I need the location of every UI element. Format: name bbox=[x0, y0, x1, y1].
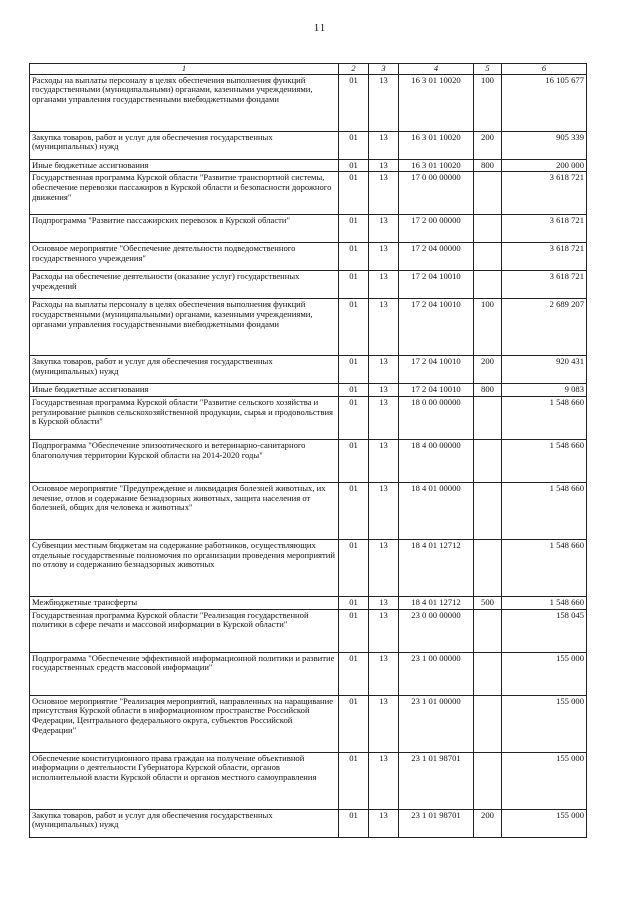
row-subsection-cell: 13 bbox=[369, 652, 399, 695]
row-name-cell: Государственная программа Курской области "Развитие транспортной системы, обеспечение перевозки пассажиров в Курской области и безопасности дорожного движения" bbox=[30, 172, 339, 215]
row-expense-type-cell bbox=[474, 695, 502, 752]
row-target-article-cell: 17 2 04 10010 bbox=[399, 384, 474, 397]
row-expense-type-cell bbox=[474, 243, 502, 271]
row-subsection-cell: 13 bbox=[369, 483, 399, 540]
row-amount-cell: 1 548 660 bbox=[502, 597, 587, 610]
table-body bbox=[30, 74, 587, 837]
table-row bbox=[30, 215, 587, 243]
row-name-cell: Закупка товаров, работ и услуг для обеспечения государственных (муниципальных) нужд bbox=[30, 356, 339, 384]
row-name-cell: Государственная программа Курской области "Реализация государственной политики в сфере печати и массовой информации в Курской области" bbox=[30, 609, 339, 652]
row-name-cell: Подпрограмма "Развитие пассажирских перевозок в Курской области" bbox=[30, 215, 339, 243]
row-subsection-cell: 13 bbox=[369, 299, 399, 356]
row-target-article-cell: 18 4 01 00000 bbox=[399, 483, 474, 540]
row-target-article-cell: 17 2 04 10010 bbox=[399, 299, 474, 356]
row-section-cell: 01 bbox=[339, 356, 369, 384]
row-amount-cell: 158 045 bbox=[502, 609, 587, 652]
row-name-cell: Государственная программа Курской области "Развитие сельского хозяйства и регулирование рынков сельскохозяйственной продукции, сырья и продовольствия в Курской области" bbox=[30, 397, 339, 440]
row-expense-type-cell: 800 bbox=[474, 384, 502, 397]
header-col-6: 6 bbox=[502, 64, 587, 75]
row-name-cell: Расходы на обеспечение деятельности (оказание услуг) государственных учреждений bbox=[30, 271, 339, 299]
row-amount-cell: 1 548 660 bbox=[502, 397, 587, 440]
table-row bbox=[30, 131, 587, 159]
table-row bbox=[30, 356, 587, 384]
row-name-cell: Иные бюджетные ассигнования bbox=[30, 159, 339, 172]
table-row bbox=[30, 74, 587, 131]
row-amount-cell: 16 105 677 bbox=[502, 74, 587, 131]
row-amount-cell: 1 548 660 bbox=[502, 483, 587, 540]
row-section-cell: 01 bbox=[339, 483, 369, 540]
table-row bbox=[30, 299, 587, 356]
row-section-cell: 01 bbox=[339, 172, 369, 215]
row-amount-cell: 905 339 bbox=[502, 131, 587, 159]
row-expense-type-cell: 200 bbox=[474, 131, 502, 159]
row-expense-type-cell bbox=[474, 172, 502, 215]
row-amount-cell: 9 083 bbox=[502, 384, 587, 397]
row-section-cell: 01 bbox=[339, 159, 369, 172]
row-name-cell: Основное мероприятие "Обеспечение деятельности подведомственного государственного учреждения" bbox=[30, 243, 339, 271]
row-subsection-cell: 13 bbox=[369, 356, 399, 384]
header-col-3: 3 bbox=[369, 64, 399, 75]
row-section-cell: 01 bbox=[339, 74, 369, 131]
row-target-article-cell: 16 3 01 10020 bbox=[399, 159, 474, 172]
row-amount-cell: 3 618 721 bbox=[502, 172, 587, 215]
table-row bbox=[30, 483, 587, 540]
row-subsection-cell: 13 bbox=[369, 215, 399, 243]
row-subsection-cell: 13 bbox=[369, 384, 399, 397]
row-expense-type-cell bbox=[474, 483, 502, 540]
table-row bbox=[30, 809, 587, 837]
row-name-cell: Основное мероприятие "Реализация мероприятий, направленных на наращивание присутствия Курской области в информационном пространстве Российской Федерации, Центрального федерального округа, субъектов Российской Федерации" bbox=[30, 695, 339, 752]
row-expense-type-cell bbox=[474, 215, 502, 243]
table-row bbox=[30, 397, 587, 440]
row-amount-cell: 2 689 207 bbox=[502, 299, 587, 356]
page-number: 11 bbox=[313, 22, 327, 34]
row-target-article-cell: 16 3 01 10020 bbox=[399, 74, 474, 131]
row-subsection-cell: 13 bbox=[369, 243, 399, 271]
row-amount-cell: 155 000 bbox=[502, 809, 587, 837]
row-section-cell: 01 bbox=[339, 384, 369, 397]
row-target-article-cell: 17 0 00 00000 bbox=[399, 172, 474, 215]
row-section-cell: 01 bbox=[339, 609, 369, 652]
row-amount-cell: 3 618 721 bbox=[502, 215, 587, 243]
row-expense-type-cell bbox=[474, 609, 502, 652]
row-subsection-cell: 13 bbox=[369, 271, 399, 299]
row-name-cell: Подпрограмма "Обеспечение эффективной информационной политики и развитие государственных средств массовой информации" bbox=[30, 652, 339, 695]
row-section-cell: 01 bbox=[339, 540, 369, 597]
row-target-article-cell: 18 4 01 12712 bbox=[399, 597, 474, 610]
row-target-article-cell: 18 4 01 12712 bbox=[399, 540, 474, 597]
row-amount-cell: 155 000 bbox=[502, 652, 587, 695]
row-target-article-cell: 17 2 00 00000 bbox=[399, 215, 474, 243]
row-target-article-cell: 23 1 00 00000 bbox=[399, 652, 474, 695]
header-col-5: 5 bbox=[474, 64, 502, 75]
table-row bbox=[30, 243, 587, 271]
header-row bbox=[30, 64, 587, 75]
row-subsection-cell: 13 bbox=[369, 131, 399, 159]
row-name-cell: Расходы на выплаты персоналу в целях обеспечения выполнения функций государственными (муниципальными) органами, казенными учреждениями, органами управления государственными внебюджетными фондами bbox=[30, 74, 339, 131]
header-col-2: 2 bbox=[339, 64, 369, 75]
row-amount-cell: 155 000 bbox=[502, 752, 587, 809]
row-amount-cell: 200 000 bbox=[502, 159, 587, 172]
table-row bbox=[30, 540, 587, 597]
row-expense-type-cell: 100 bbox=[474, 299, 502, 356]
row-name-cell: Субвенции местным бюджетам на содержание работников, осуществляющих отдельные государственные полномочия по организации проведения мероприятий по отлову и содержанию безнадзорных животных bbox=[30, 540, 339, 597]
row-subsection-cell: 13 bbox=[369, 809, 399, 837]
row-expense-type-cell bbox=[474, 540, 502, 597]
table-row bbox=[30, 652, 587, 695]
row-name-cell: Обеспечение конституционного права граждан на получение объективной информации о деятельности Губернатора Курской области, органов исполнительной власти Курской области и органов местного самоуправления bbox=[30, 752, 339, 809]
row-target-article-cell: 17 2 04 10010 bbox=[399, 271, 474, 299]
row-expense-type-cell: 100 bbox=[474, 74, 502, 131]
row-name-cell: Основное мероприятие "Предупреждение и ликвидация болезней животных, их лечение, отлов и содержание безнадзорных животных, защита населения от болезней, общих для человека и животных" bbox=[30, 483, 339, 540]
header-col-1: 1 bbox=[30, 64, 339, 75]
row-amount-cell: 3 618 721 bbox=[502, 243, 587, 271]
row-expense-type-cell: 800 bbox=[474, 159, 502, 172]
row-section-cell: 01 bbox=[339, 809, 369, 837]
row-subsection-cell: 13 bbox=[369, 397, 399, 440]
row-section-cell: 01 bbox=[339, 652, 369, 695]
table-row bbox=[30, 609, 587, 652]
row-expense-type-cell: 200 bbox=[474, 356, 502, 384]
table-row bbox=[30, 597, 587, 610]
row-section-cell: 01 bbox=[339, 299, 369, 356]
table-row bbox=[30, 440, 587, 483]
row-name-cell: Расходы на выплаты персоналу в целях обеспечения выполнения функций государственными (муниципальными) органами, казенными учреждениями, органами управления государственными внебюджетными фондами bbox=[30, 299, 339, 356]
row-target-article-cell: 17 2 04 10010 bbox=[399, 356, 474, 384]
row-target-article-cell: 16 3 01 10020 bbox=[399, 131, 474, 159]
row-section-cell: 01 bbox=[339, 243, 369, 271]
row-subsection-cell: 13 bbox=[369, 440, 399, 483]
budget-table bbox=[29, 63, 587, 838]
row-subsection-cell: 13 bbox=[369, 172, 399, 215]
row-expense-type-cell bbox=[474, 652, 502, 695]
table-row bbox=[30, 384, 587, 397]
row-amount-cell: 155 000 bbox=[502, 695, 587, 752]
header-col-4: 4 bbox=[399, 64, 474, 75]
row-expense-type-cell bbox=[474, 397, 502, 440]
row-target-article-cell: 17 2 04 00000 bbox=[399, 243, 474, 271]
row-subsection-cell: 13 bbox=[369, 597, 399, 610]
row-expense-type-cell: 200 bbox=[474, 809, 502, 837]
row-amount-cell: 920 431 bbox=[502, 356, 587, 384]
row-target-article-cell: 18 4 00 00000 bbox=[399, 440, 474, 483]
row-subsection-cell: 13 bbox=[369, 695, 399, 752]
row-target-article-cell: 23 1 01 98701 bbox=[399, 809, 474, 837]
row-amount-cell: 1 548 660 bbox=[502, 440, 587, 483]
row-section-cell: 01 bbox=[339, 440, 369, 483]
table-row bbox=[30, 159, 587, 172]
row-name-cell: Подпрограмма "Обеспечение эпизоотического и ветеринарно-санитарного благополучия территории Курской области на 2014-2020 годы" bbox=[30, 440, 339, 483]
row-subsection-cell: 13 bbox=[369, 159, 399, 172]
row-section-cell: 01 bbox=[339, 695, 369, 752]
row-target-article-cell: 23 0 00 00000 bbox=[399, 609, 474, 652]
row-subsection-cell: 13 bbox=[369, 540, 399, 597]
table-row bbox=[30, 271, 587, 299]
row-subsection-cell: 13 bbox=[369, 609, 399, 652]
row-subsection-cell: 13 bbox=[369, 752, 399, 809]
row-section-cell: 01 bbox=[339, 131, 369, 159]
row-section-cell: 01 bbox=[339, 215, 369, 243]
row-target-article-cell: 23 1 01 98701 bbox=[399, 752, 474, 809]
row-section-cell: 01 bbox=[339, 752, 369, 809]
row-section-cell: 01 bbox=[339, 271, 369, 299]
table-row bbox=[30, 695, 587, 752]
row-target-article-cell: 23 1 01 00000 bbox=[399, 695, 474, 752]
row-expense-type-cell bbox=[474, 440, 502, 483]
row-expense-type-cell bbox=[474, 752, 502, 809]
row-name-cell: Закупка товаров, работ и услуг для обеспечения государственных (муниципальных) нужд bbox=[30, 131, 339, 159]
row-name-cell: Межбюджетные трансферты bbox=[30, 597, 339, 610]
row-name-cell: Иные бюджетные ассигнования bbox=[30, 384, 339, 397]
row-amount-cell: 1 548 660 bbox=[502, 540, 587, 597]
row-subsection-cell: 13 bbox=[369, 74, 399, 131]
row-name-cell: Закупка товаров, работ и услуг для обеспечения государственных (муниципальных) нужд bbox=[30, 809, 339, 837]
row-section-cell: 01 bbox=[339, 597, 369, 610]
row-target-article-cell: 18 0 00 00000 bbox=[399, 397, 474, 440]
table-row bbox=[30, 172, 587, 215]
row-section-cell: 01 bbox=[339, 397, 369, 440]
table-row bbox=[30, 752, 587, 809]
row-expense-type-cell: 500 bbox=[474, 597, 502, 610]
row-amount-cell: 3 618 721 bbox=[502, 271, 587, 299]
row-expense-type-cell bbox=[474, 271, 502, 299]
